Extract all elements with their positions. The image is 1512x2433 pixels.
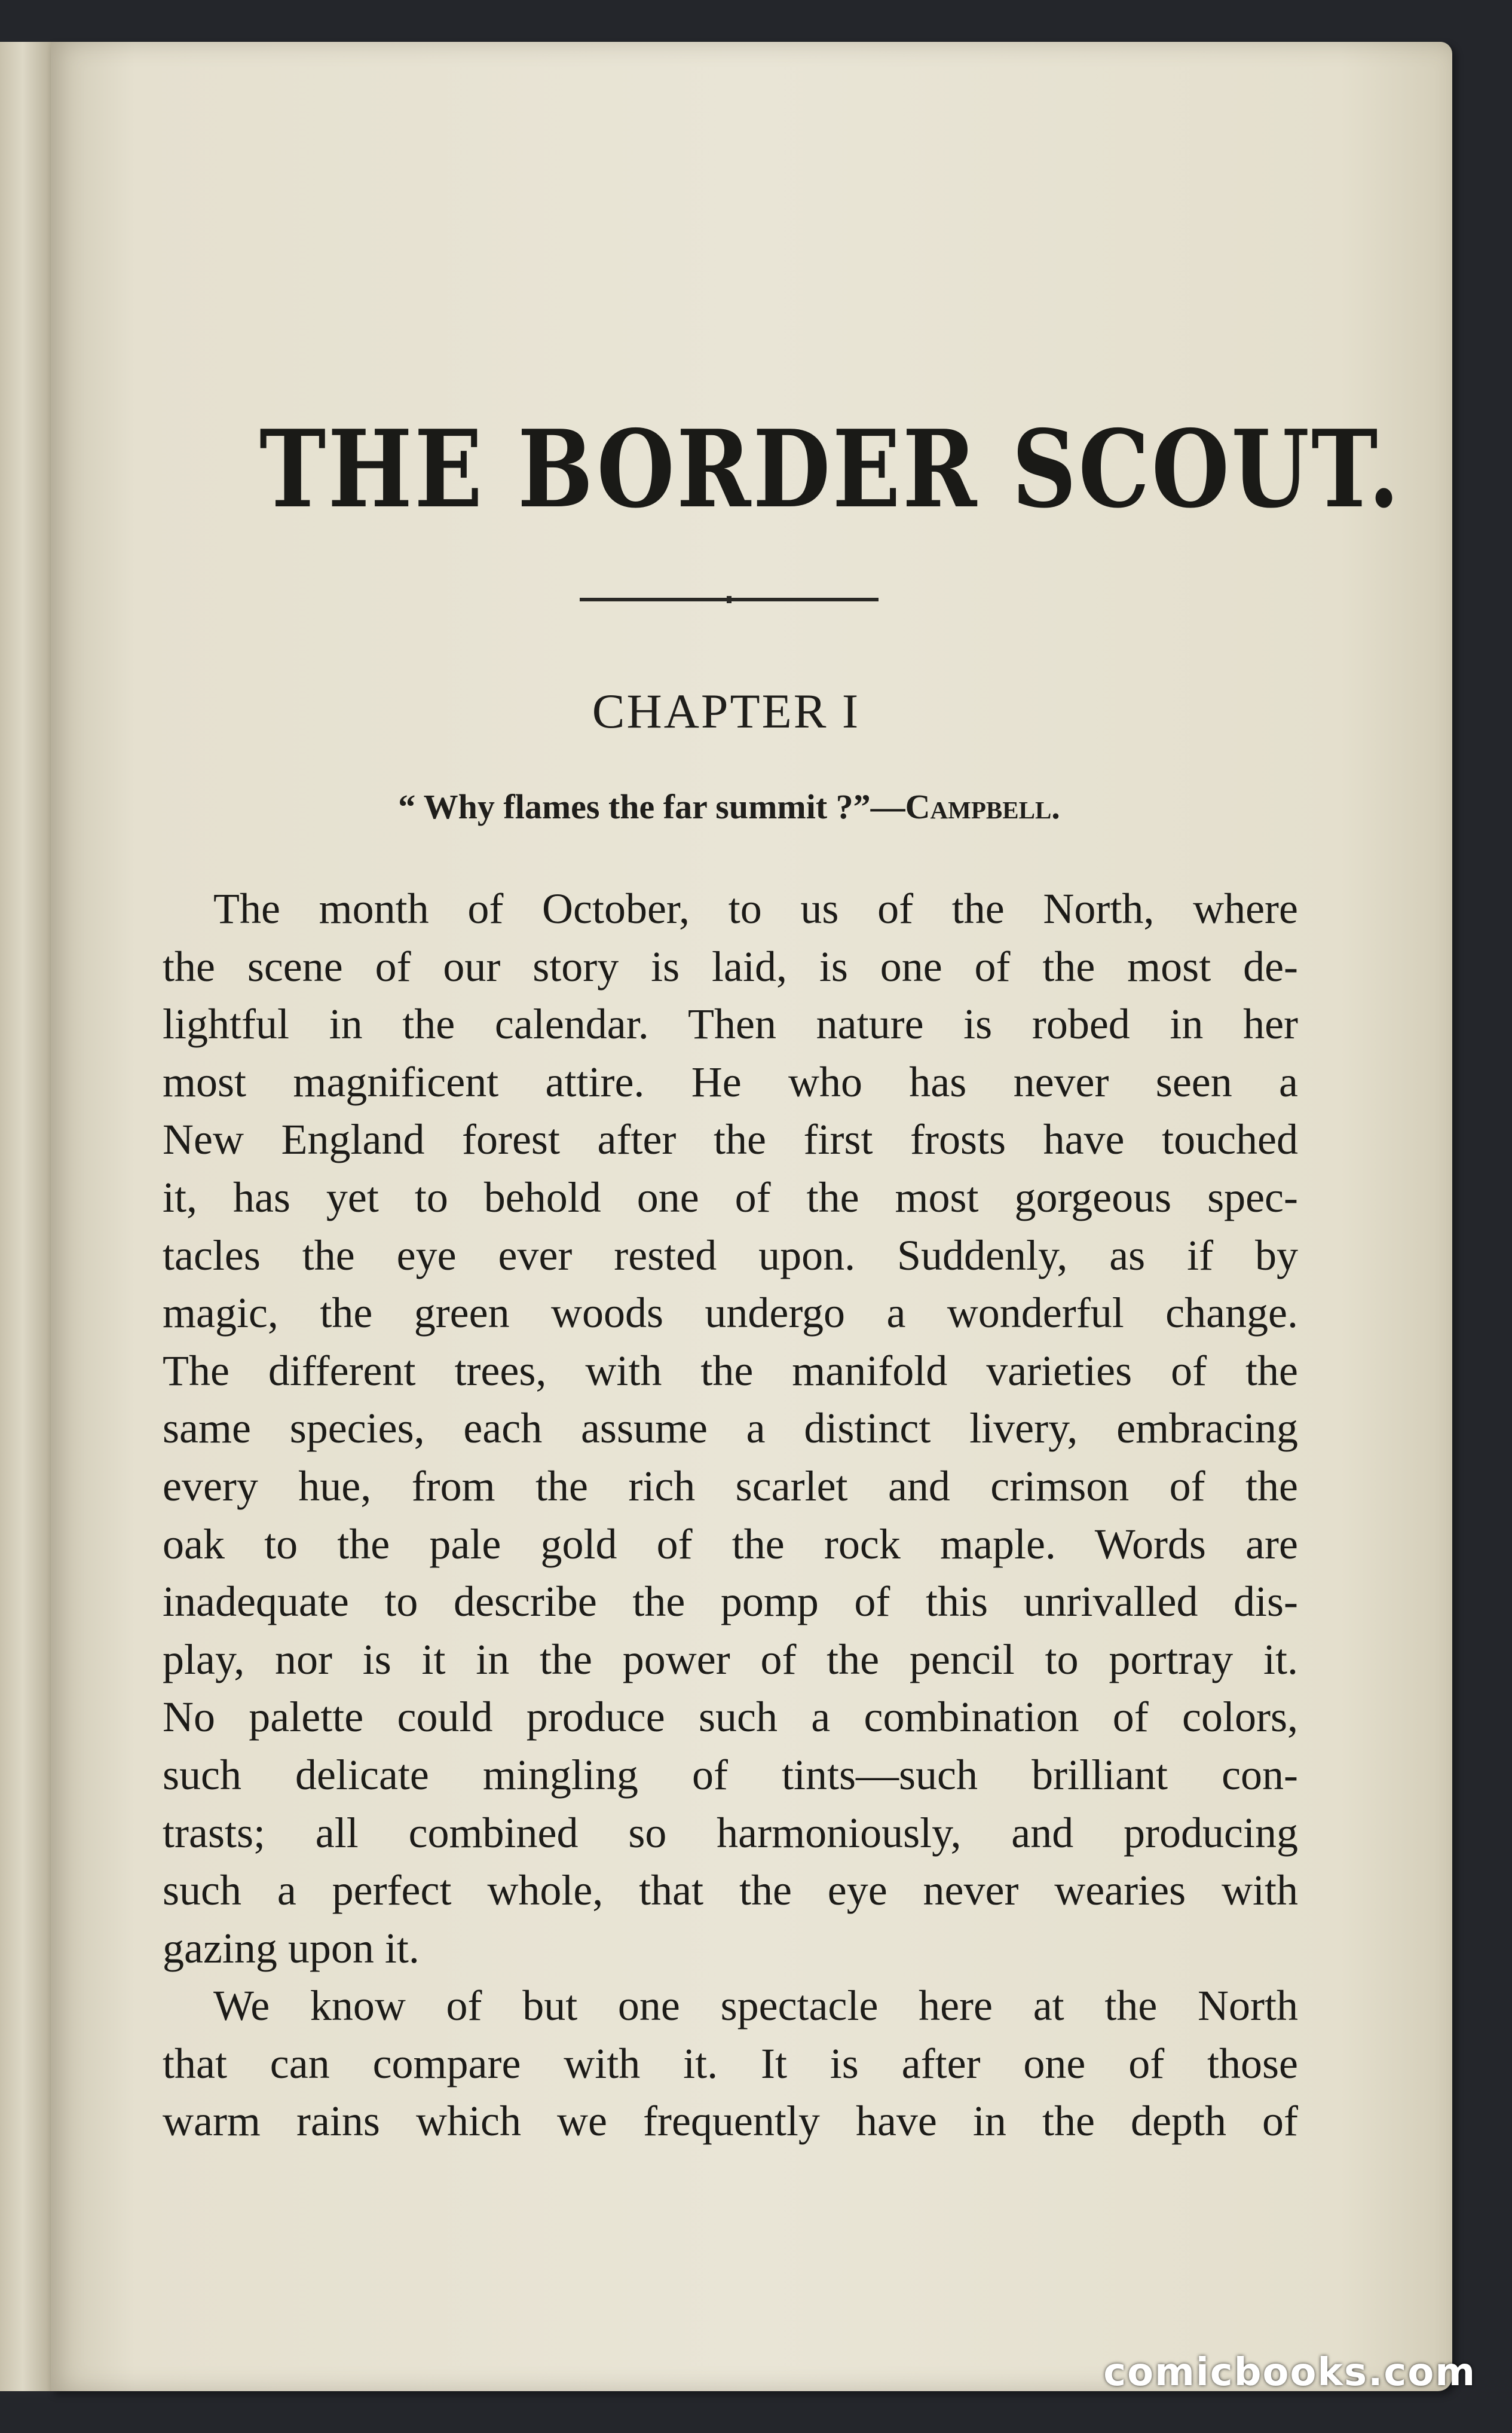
text-line: New England forest after the first frosts have touched (163, 1115, 1298, 1164)
epigraph-attribution: Campbell. (905, 787, 1060, 826)
text-line: magic, the green woods undergo a wonderful change. (163, 1289, 1298, 1337)
paragraph (163, 880, 1298, 1977)
text-line: No palette could produce such a combination of colors, (163, 1693, 1298, 1741)
text-line: warm rains which we frequently have in the depth of (163, 2097, 1298, 2145)
text-line: tacles the eye ever rested upon. Suddenly, as if by (163, 1231, 1298, 1279)
text-line: most magnificent attire. He who has never seen a (163, 1057, 1298, 1106)
text-line: such a perfect whole, that the eye never wearies with (163, 1866, 1298, 1915)
text-line: play, nor is it in the power of the pencil to portray it. (163, 1635, 1298, 1683)
title-divider-rule (580, 598, 879, 601)
chapter-heading: CHAPTER I (592, 684, 861, 738)
text-line: the scene of our story is laid, is one of the most de- (163, 942, 1298, 991)
epigraph-quote: “ Why flames the far summit ?”— (398, 787, 905, 826)
left-page-edge (0, 42, 53, 2391)
book-title: THE BORDER SCOUT. (259, 406, 1401, 531)
text-line: every hue, from the rich scarlet and crimson of the (163, 1462, 1298, 1510)
text-line: same species, each assume a distinct livery, embracing (163, 1404, 1298, 1453)
text-line: We know of but one spectacle here at the North (213, 1982, 1298, 2030)
text-line: The different trees, with the manifold varieties of the (163, 1346, 1298, 1395)
body-text (163, 880, 1298, 2150)
paragraph (163, 1977, 1298, 2150)
text-line: The month of October, to us of the North, where (213, 885, 1298, 933)
watermark: comicbooks.com (1103, 2351, 1476, 2395)
text-line: that can compare with it. It is after one of those (163, 2039, 1298, 2087)
text-line: it, has yet to behold one of the most gorgeous spec- (163, 1173, 1298, 1221)
text-line: lightful in the calendar. Then nature is robed in her (163, 1000, 1298, 1049)
text-line: such delicate mingling of tints—such brilliant con- (163, 1750, 1298, 1799)
epigraph (287, 783, 1171, 831)
text-line: oak to the pale gold of the rock maple. Words are (163, 1520, 1298, 1568)
text-line: inadequate to describe the pomp of this unrivalled dis- (163, 1578, 1298, 1626)
text-line: gazing upon it. (163, 1924, 420, 1972)
text-line: trasts; all combined so harmoniously, and producing (163, 1808, 1298, 1857)
